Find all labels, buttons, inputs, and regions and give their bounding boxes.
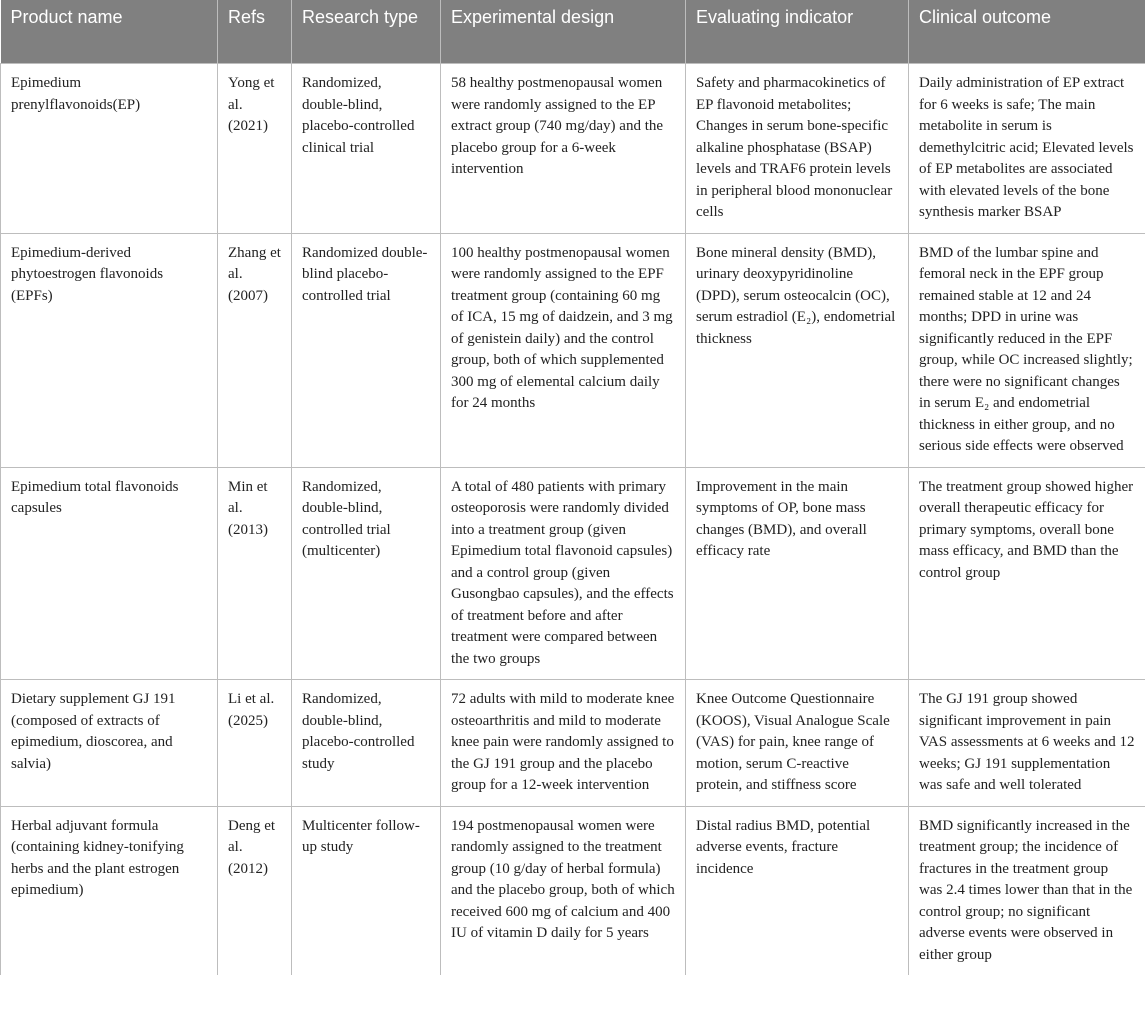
column-header-product-name: Product name xyxy=(1,0,218,64)
column-header-evaluating-indicator: Evaluating indicator xyxy=(686,0,909,64)
table-row xyxy=(1,233,1145,467)
column-header-research-type: Research type xyxy=(292,0,441,64)
table-row xyxy=(1,806,1145,975)
cell-refs: Min et al. (2013) xyxy=(218,467,292,680)
cell-experimental-design: A total of 480 patients with primary osteoporosis were randomly divided into a treatment group (given Epimedium total flavonoid capsules) and a control group (given Gusongbao capsules), and the effects of treatment before and after treatment were compared between the two groups xyxy=(441,467,686,680)
cell-experimental-design: 72 adults with mild to moderate knee osteoarthritis and mild to moderate knee pain were randomly assigned to the GJ 191 group and the placebo group for a 12-week intervention xyxy=(441,680,686,807)
cell-refs: Zhang et al. (2007) xyxy=(218,233,292,467)
column-header-refs: Refs xyxy=(218,0,292,64)
cell-experimental-design: 58 healthy postmenopausal women were randomly assigned to the EP extract group (740 mg/day) and the placebo group for a 6-week intervention xyxy=(441,64,686,234)
cell-refs: Li et al. (2025) xyxy=(218,680,292,807)
cell-clinical-outcome: The treatment group showed higher overall therapeutic efficacy for primary symptoms, overall bone mass efficacy, and BMD than the control group xyxy=(909,467,1145,680)
cell-evaluating-indicator: Distal radius BMD, potential adverse events, fracture incidence xyxy=(686,806,909,975)
cell-evaluating-indicator: Knee Outcome Questionnaire (KOOS), Visual Analogue Scale (VAS) for pain, knee range of motion, serum C-reactive protein, and stiffness score xyxy=(686,680,909,807)
cell-product-name: Herbal adjuvant formula (containing kidney-tonifying herbs and the plant estrogen epimedium) xyxy=(1,806,218,975)
cell-product-name: Epimedium total flavonoids capsules xyxy=(1,467,218,680)
cell-product-name: Epimedium-derived phytoestrogen flavonoids (EPFs) xyxy=(1,233,218,467)
cell-clinical-outcome: BMD significantly increased in the treatment group; the incidence of fractures in the treatment group was 2.4 times lower than that in the control group; no significant adverse events were observed in either group xyxy=(909,806,1145,975)
cell-research-type: Randomized, double-blind, controlled trial (multicenter) xyxy=(292,467,441,680)
column-header-experimental-design: Experimental design xyxy=(441,0,686,64)
cell-experimental-design: 194 postmenopausal women were randomly assigned to the treatment group (10 g/day of herbal formula) and the placebo group, both of which received 600 mg of calcium and 400 IU of vitamin D daily for 5 years xyxy=(441,806,686,975)
cell-clinical-outcome: BMD of the lumbar spine and femoral neck in the EPF group remained stable at 12 and 24 months; DPD in urine was significantly reduced in the EPF group, while OC increased slightly; there were no significant changes in serum E₂ and endometrial thickness in either group, and no serious side effects were observed xyxy=(909,233,1145,467)
table-row xyxy=(1,64,1145,234)
header-row xyxy=(1,0,1145,64)
cell-evaluating-indicator: Bone mineral density (BMD), urinary deoxypyridinoline (DPD), serum osteocalcin (OC), serum estradiol (E₂), endometrial thickness xyxy=(686,233,909,467)
cell-refs: Yong et al. (2021) xyxy=(218,64,292,234)
cell-clinical-outcome: Daily administration of EP extract for 6 weeks is safe; The main metabolite in serum is demethylcitric acid; Elevated levels of EP metabolites are associated with elevated levels of the bone synthesis marker BSAP xyxy=(909,64,1145,234)
column-header-clinical-outcome: Clinical outcome xyxy=(909,0,1145,64)
table-row xyxy=(1,467,1145,680)
cell-research-type: Multicenter follow-up study xyxy=(292,806,441,975)
cell-evaluating-indicator: Safety and pharmacokinetics of EP flavonoid metabolites; Changes in serum bone-specific alkaline phosphatase (BSAP) levels and TRAF6 protein levels in peripheral blood mononuclear cells xyxy=(686,64,909,234)
cell-evaluating-indicator: Improvement in the main symptoms of OP, bone mass changes (BMD), and overall efficacy rate xyxy=(686,467,909,680)
table-row xyxy=(1,680,1145,807)
cell-product-name: Dietary supplement GJ 191 (composed of extracts of epimedium, dioscorea, and salvia) xyxy=(1,680,218,807)
cell-research-type: Randomized double-blind placebo-controlled trial xyxy=(292,233,441,467)
cell-experimental-design: 100 healthy postmenopausal women were randomly assigned to the EPF treatment group (containing 60 mg of ICA, 15 mg of daidzein, and 3 mg of genistein daily) and the control group, both of which supplemented 300 mg of elemental calcium daily for 24 months xyxy=(441,233,686,467)
cell-clinical-outcome: The GJ 191 group showed significant improvement in pain VAS assessments at 6 weeks and 12 weeks; GJ 191 supplementation was safe and well tolerated xyxy=(909,680,1145,807)
cell-research-type: Randomized, double-blind, placebo-controlled clinical trial xyxy=(292,64,441,234)
cell-refs: Deng et al. (2012) xyxy=(218,806,292,975)
cell-product-name: Epimedium prenylflavonoids(EP) xyxy=(1,64,218,234)
cell-research-type: Randomized, double-blind, placebo-controlled study xyxy=(292,680,441,807)
